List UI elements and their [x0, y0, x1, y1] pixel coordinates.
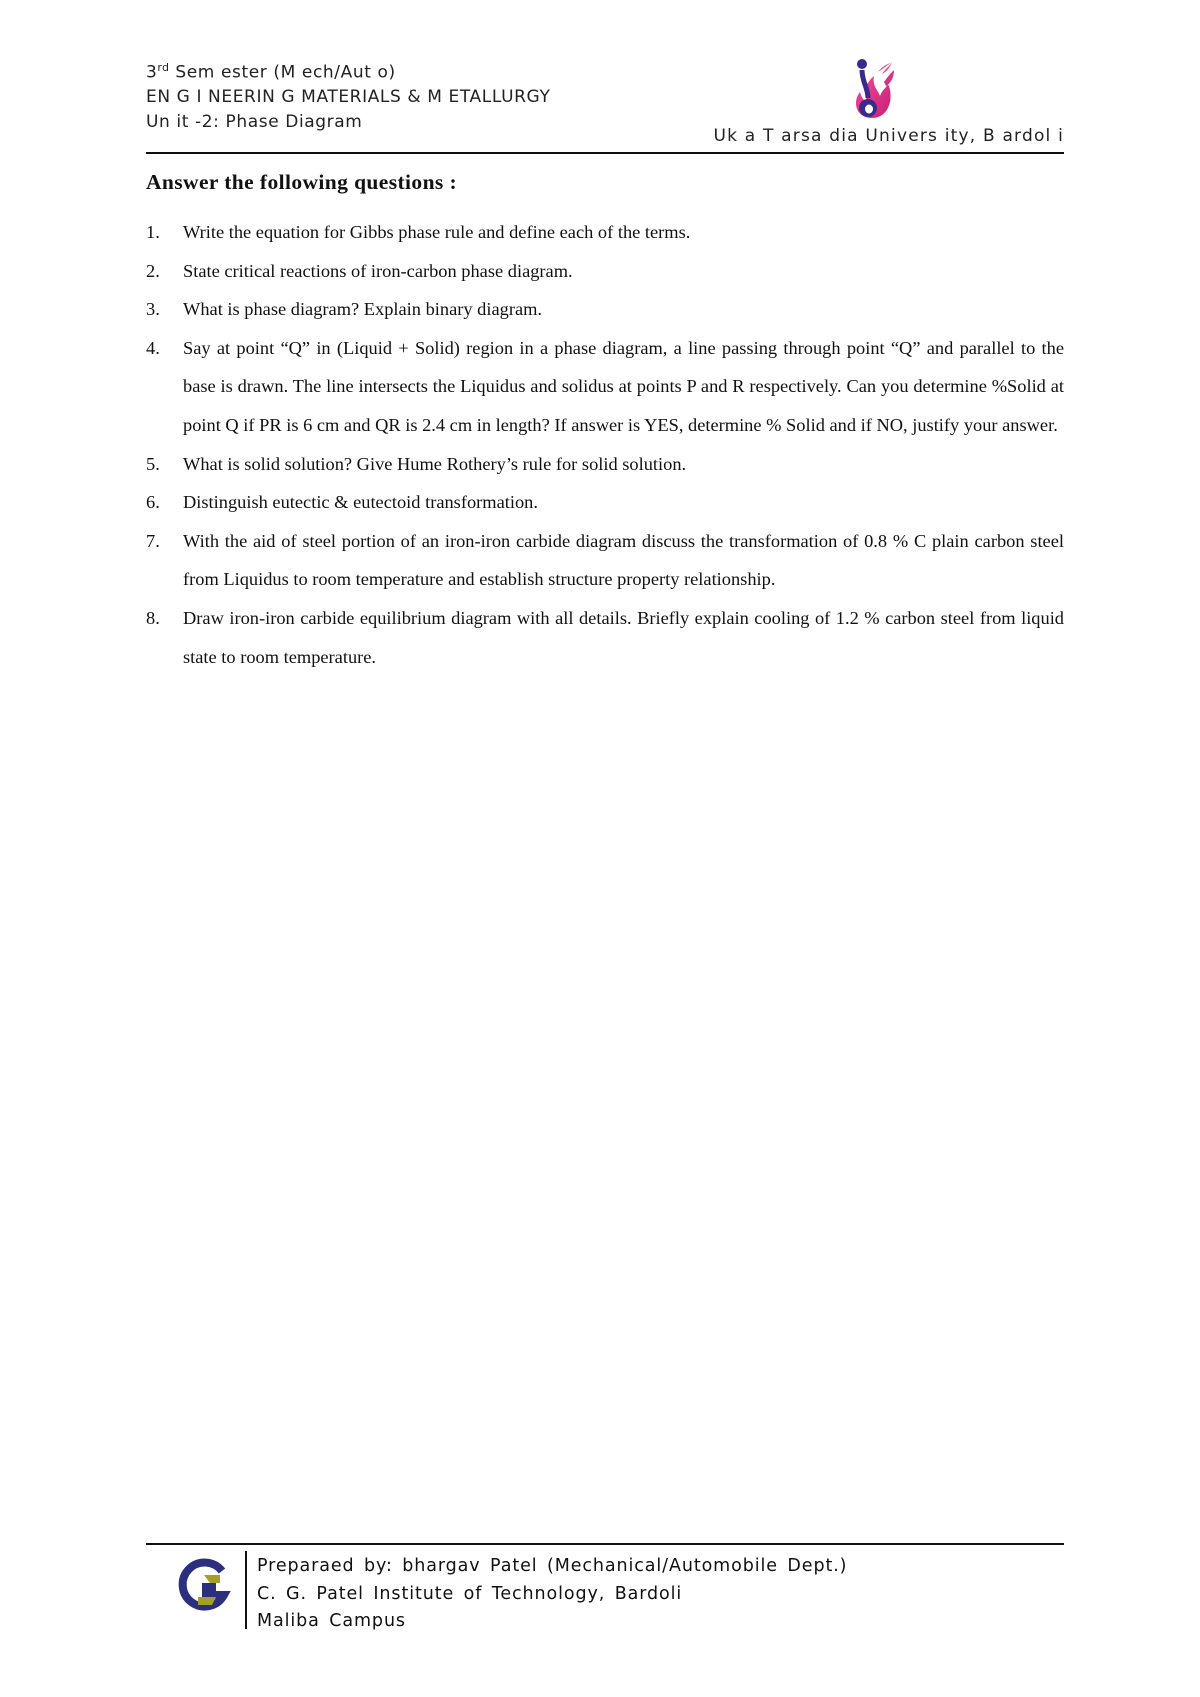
- question-text: Distinguish eutectic & eutectoid transformation.: [183, 492, 538, 513]
- cgpit-logo-icon: [176, 1557, 232, 1613]
- university-name: Uk a T arsa dia Univers ity, B ardol i: [713, 126, 1064, 146]
- university-flame-logo-icon: [848, 58, 896, 122]
- document-header: [146, 56, 550, 134]
- question-text: What is solid solution? Give Hume Rothery’s rule for solid solution.: [183, 453, 687, 474]
- question-item: 5. What is solid solution? Give Hume Rothery’s rule for solid solution.: [146, 453, 687, 474]
- footer-divider: [146, 1543, 1064, 1545]
- campus-name: Maliba Campus: [257, 1611, 406, 1631]
- question-item: 8. Draw iron-iron carbide equilibrium diagram with all details. Briefly explain cooling of 1.2 % carbon steel from liquid state to room temperature.: [146, 607, 1064, 667]
- question-item: 2. State critical reactions of iron-carbon phase diagram.: [146, 260, 573, 281]
- question-text: With the aid of steel portion of an iron-iron carbide diagram discuss the transformation of 0.8 % C plain carbon steel from Liquidus to room temperature and establish structure property relationship.: [183, 530, 1064, 590]
- question-list: [146, 213, 1064, 676]
- question-item: 4. Say at point “Q” in (Liquid + Solid) region in a phase diagram, a line passing through point “Q” and parallel to the base is drawn. The line intersects the Liquidus and solidus at points P and R respectively. Can you determine %Solid at point Q if PR is 6 cm and QR is 2.4 cm in length? If answer is YES, determine % Solid and if NO, justify your answer.: [146, 337, 1064, 435]
- subject-title: EN G I NEERIN G MATERIALS & M ETALLURGY: [146, 87, 551, 108]
- question-section: [146, 170, 1064, 676]
- question-text: Write the equation for Gibbs phase rule and define each of the terms.: [183, 222, 691, 242]
- semester-line: 3rd Sem ester (M ech/Aut o): [146, 61, 396, 83]
- prepared-by: Preparaed by: bhargav Patel (Mechanical/Automobile Dept.): [257, 1556, 848, 1576]
- institute-name: C. G. Patel Institute of Technology, Bardoli: [257, 1583, 683, 1604]
- question-item: 1. Write the equation for Gibbs phase rule and define each of the terms.: [146, 222, 691, 242]
- question-text: State critical reactions of iron-carbon phase diagram.: [183, 260, 573, 281]
- section-heading: Answer the following questions :: [146, 170, 458, 194]
- question-item: 6. Distinguish eutectic & eutectoid transformation.: [146, 492, 538, 513]
- question-text: Draw iron-iron carbide equilibrium diagram with all details. Briefly explain cooling of 1.2 % carbon steel from liquid state to room temperature.: [183, 607, 1064, 667]
- question-text: What is phase diagram? Explain binary diagram.: [183, 299, 543, 320]
- question-item: 7. With the aid of steel portion of an iron-iron carbide diagram discuss the transformation of 0.8 % C plain carbon steel from Liquidus to room temperature and establish structure property relationship.: [146, 530, 1064, 590]
- question-item: 3. What is phase diagram? Explain binary diagram.: [146, 299, 543, 320]
- question-text: Say at point “Q” in (Liquid + Solid) region in a phase diagram, a line passing through point “Q” and parallel to the base is drawn. The line intersects the Liquidus and solidus at points P and R respectively. Can you determine %Solid at point Q if PR is 6 cm and QR is 2.4 cm in length? If answer is YES, determine % Solid and if NO, justify your answer.: [183, 337, 1064, 435]
- footer-separator: [245, 1551, 247, 1629]
- footer-info: [257, 1553, 847, 1636]
- header-divider: [146, 152, 1064, 154]
- unit-title: Un it -2: Phase Diagram: [146, 111, 363, 132]
